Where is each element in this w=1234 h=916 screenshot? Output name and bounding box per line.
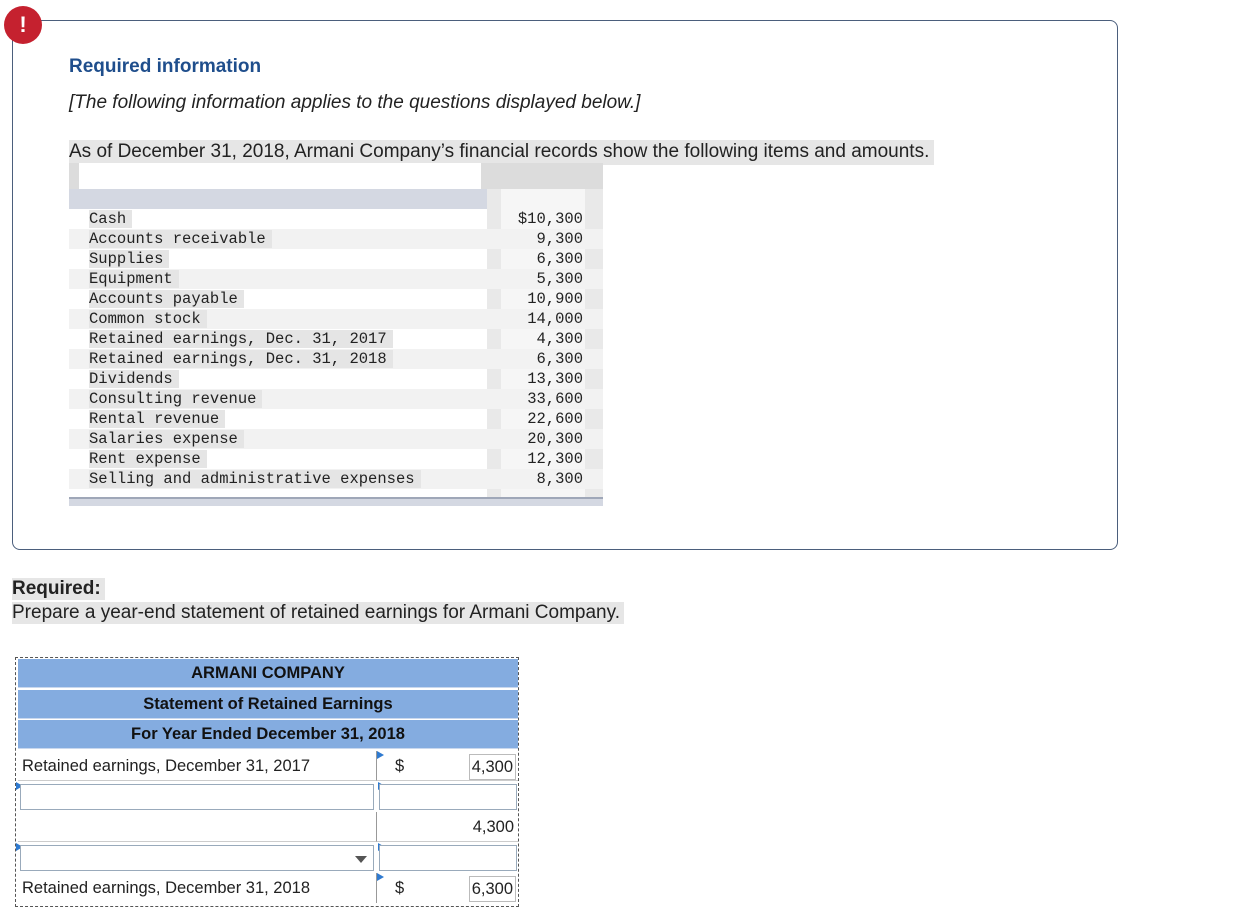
record-amount: 5,300 bbox=[536, 270, 583, 288]
row2-amount-input[interactable] bbox=[379, 784, 517, 810]
beginning-balance-amount[interactable]: 4,300 bbox=[469, 754, 516, 780]
beginning-balance-amount-cell[interactable] bbox=[376, 751, 518, 781]
record-amount: 22,600 bbox=[527, 410, 583, 428]
record-label: Supplies bbox=[89, 250, 169, 268]
alert-icon: ! bbox=[4, 6, 42, 44]
record-label: Equipment bbox=[89, 270, 179, 288]
record-label: Selling and administrative expenses bbox=[89, 470, 421, 488]
table-row bbox=[69, 269, 603, 289]
record-label: Retained earnings, Dec. 31, 2017 bbox=[89, 330, 393, 348]
record-amount: 33,600 bbox=[527, 390, 583, 408]
record-label: Salaries expense bbox=[89, 430, 244, 448]
record-amount: 12,300 bbox=[527, 450, 583, 468]
table-top-band bbox=[69, 163, 603, 189]
subtotal-amount-cell bbox=[376, 812, 518, 842]
required-text: Prepare a year-end statement of retained earnings for Armani Company. bbox=[12, 602, 624, 624]
record-amount: 6,300 bbox=[536, 250, 583, 268]
beginning-balance-row bbox=[18, 751, 518, 781]
record-label: Consulting revenue bbox=[89, 390, 262, 408]
statement-period: For Year Ended December 31, 2018 bbox=[18, 720, 518, 749]
row4-amount-input[interactable] bbox=[379, 845, 517, 871]
record-label: Cash bbox=[89, 210, 132, 228]
intro-text: As of December 31, 2018, Armani Company’s financial records show the following items and amounts. bbox=[69, 140, 934, 165]
entry-row-2 bbox=[18, 782, 518, 812]
record-amount: 14,000 bbox=[527, 310, 583, 328]
table-row bbox=[69, 209, 603, 229]
required-label: Required: bbox=[12, 578, 105, 600]
record-label: Dividends bbox=[89, 370, 179, 388]
record-label: Retained earnings, Dec. 31, 2018 bbox=[89, 350, 393, 368]
table-row bbox=[69, 349, 603, 369]
subtotal-amount: 4,300 bbox=[472, 818, 514, 836]
row4-label-select[interactable] bbox=[20, 845, 374, 871]
chevron-down-icon[interactable] bbox=[355, 856, 367, 863]
record-amount: 4,300 bbox=[536, 330, 583, 348]
table-row bbox=[69, 309, 603, 329]
record-amount: 13,300 bbox=[527, 370, 583, 388]
record-label: Rent expense bbox=[89, 450, 207, 468]
table-row bbox=[69, 429, 603, 449]
record-label: Rental revenue bbox=[89, 410, 225, 428]
table-row bbox=[69, 469, 603, 489]
record-label: Common stock bbox=[89, 310, 207, 328]
required-information-title: Required information bbox=[69, 56, 262, 77]
statement-company-name: ARMANI COMPANY bbox=[18, 659, 518, 688]
input-marker-icon bbox=[377, 873, 384, 881]
record-amount: 10,900 bbox=[527, 290, 583, 308]
record-amount: 9,300 bbox=[536, 230, 583, 248]
financial-records-table bbox=[69, 163, 603, 507]
table-row bbox=[69, 249, 603, 269]
ending-balance-row bbox=[18, 873, 518, 903]
ending-balance-amount-cell[interactable] bbox=[376, 873, 518, 903]
table-row bbox=[69, 329, 603, 349]
input-marker-icon bbox=[377, 751, 384, 759]
subtotal-row bbox=[18, 812, 518, 842]
ending-balance-label: Retained earnings, December 31, 2018 bbox=[22, 879, 311, 897]
dollar-sign: $ bbox=[395, 879, 405, 897]
table-bottom-band bbox=[69, 497, 603, 506]
record-label: Accounts payable bbox=[89, 290, 244, 308]
table-row bbox=[69, 229, 603, 249]
record-amount: 20,300 bbox=[527, 430, 583, 448]
required-information-subtitle: [The following information applies to the questions displayed below.] bbox=[69, 92, 641, 113]
table-row bbox=[69, 409, 603, 429]
dollar-sign: $ bbox=[395, 757, 405, 775]
subtotal-label bbox=[18, 812, 376, 842]
table-row bbox=[69, 449, 603, 469]
record-amount: 6,300 bbox=[536, 350, 583, 368]
beginning-balance-label: Retained earnings, December 31, 2017 bbox=[18, 751, 376, 781]
record-amount: 8,300 bbox=[536, 470, 583, 488]
record-amount: $10,300 bbox=[517, 210, 583, 228]
table-row bbox=[69, 369, 603, 389]
entry-row-4 bbox=[18, 843, 518, 873]
record-label: Accounts receivable bbox=[89, 230, 272, 248]
table-row bbox=[69, 389, 603, 409]
ending-balance-amount[interactable]: 6,300 bbox=[469, 876, 516, 902]
row2-label-input[interactable] bbox=[20, 784, 374, 810]
table-row bbox=[69, 289, 603, 309]
retained-earnings-statement bbox=[15, 657, 519, 907]
statement-title: Statement of Retained Earnings bbox=[18, 690, 518, 719]
